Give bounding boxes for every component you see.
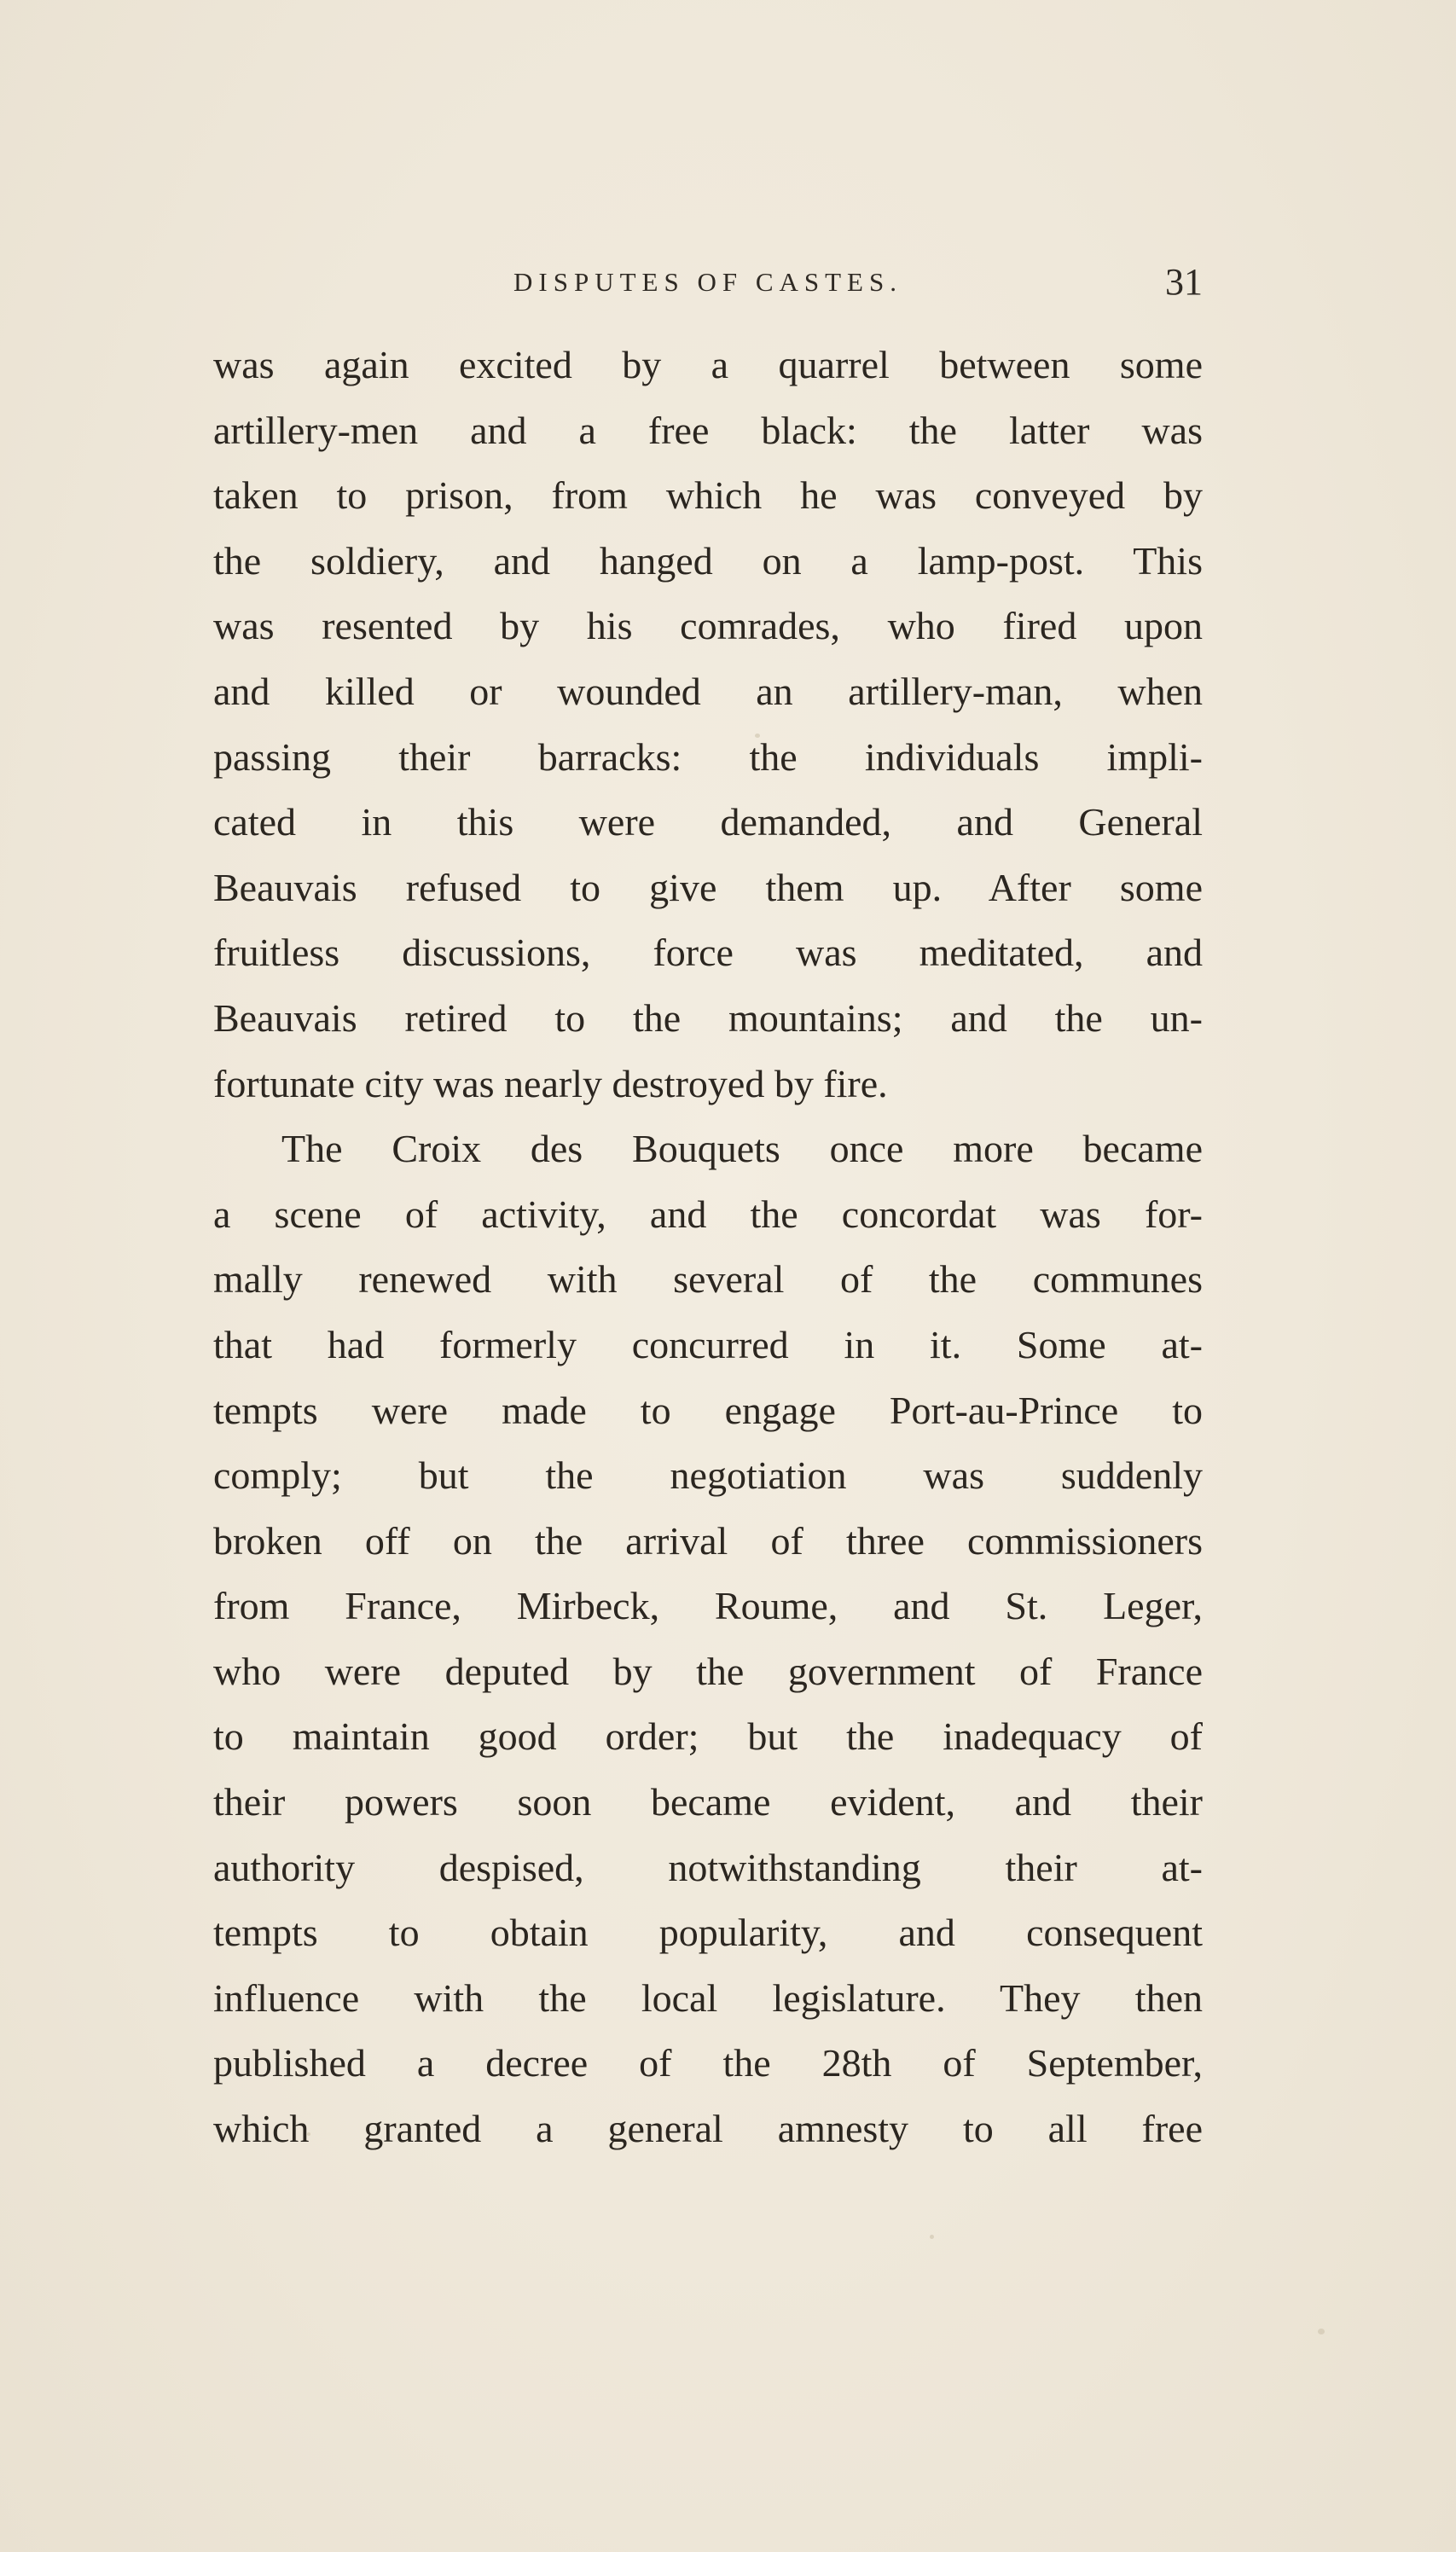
text-line: Beauvais refused to give them up. After some [213,865,1203,909]
text-line: tempts were made to engage Port-au-Prince to [213,1388,1203,1432]
page-number: 31 [1165,261,1203,303]
text-line: which granted a general amnesty to all free [213,2107,1203,2151]
text-line: Beauvais retired to the mountains; and the un- [213,995,1203,1040]
text-line: fruitless discussions, force was meditated, and [213,931,1203,975]
paragraph-first-line: The Croix des Bouquets once more became [281,1127,1203,1171]
text-line: authority despised, notwithstanding their at- [213,1845,1203,1889]
body-text [213,333,1203,2162]
text-line: comply; but the negotiation was suddenly [213,1453,1203,1498]
page-header [213,260,1203,311]
text-line: fortunate city was nearly destroyed by fire. [213,1061,888,1105]
text-line: mally renewed with several of the communes [213,1257,1203,1302]
text-line: taken to prison, from which he was conveyed by [213,473,1203,518]
text-line: to maintain good order; but the inadequacy of [213,1714,1203,1759]
text-line: a scene of activity, and the concordat was for- [213,1192,1203,1236]
text-line: and killed or wounded an artillery-man, when [213,669,1203,713]
text-line: was resented by his comrades, who fired upon [213,604,1203,648]
paper-spot [1318,2329,1325,2334]
text-line: that had formerly concurred in it. Some at- [213,1322,1203,1366]
text-line: cated in this were demanded, and General [213,800,1203,844]
text-line: the soldiery, and hanged on a lamp-post. This [213,538,1203,583]
text-line: who were deputed by the government of France [213,1649,1203,1693]
text-line: artillery-men and a free black: the latter was [213,408,1203,452]
text-line: was again excited by a quarrel between some [213,343,1203,386]
paper-spot [930,2235,934,2239]
text-line: published a decree of the 28th of September, [213,2041,1203,2085]
text-line: broken off on the arrival of three commissioners [213,1518,1203,1563]
running-head: DISPUTES OF CASTES. [513,267,902,297]
text-line: tempts to obtain popularity, and consequent [213,1911,1203,1955]
text-line: passing their barracks: the individuals impli- [213,734,1203,779]
text-line: influence with the local legislature. They then [213,1975,1203,2020]
text-line: from France, Mirbeck, Roume, and St. Leger, [213,1584,1203,1628]
text-line: their powers soon became evident, and their [213,1780,1203,1824]
